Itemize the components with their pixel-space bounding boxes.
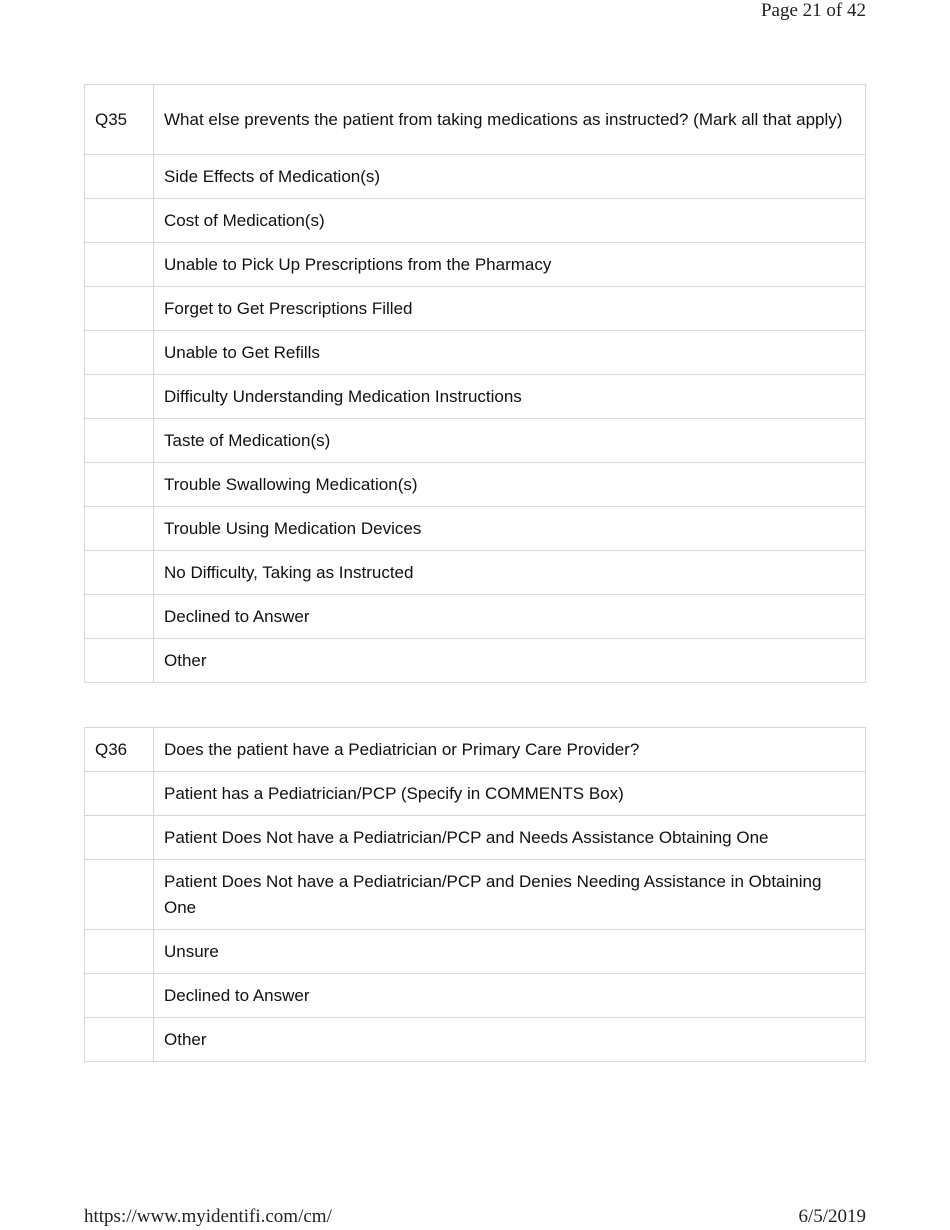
question-text: Does the patient have a Pediatrician or Primary Care Provider? — [154, 728, 866, 772]
option-number-cell — [85, 595, 154, 639]
option-number-cell — [85, 772, 154, 816]
option-number-cell — [85, 930, 154, 974]
question-row — [85, 728, 866, 772]
option-text: Other — [154, 1018, 866, 1062]
question-text: What else prevents the patient from taking medications as instructed? (Mark all that apply) — [154, 85, 866, 155]
option-row — [85, 419, 866, 463]
question-number: Q35 — [85, 85, 154, 155]
option-text: Difficulty Understanding Medication Instructions — [154, 375, 866, 419]
option-text: Unable to Pick Up Prescriptions from the Pharmacy — [154, 243, 866, 287]
footer-date: 6/5/2019 — [798, 1206, 866, 1227]
option-number-cell — [85, 463, 154, 507]
option-number-cell — [85, 639, 154, 683]
option-row — [85, 287, 866, 331]
option-row — [85, 551, 866, 595]
option-text: Declined to Answer — [154, 974, 866, 1018]
option-row — [85, 463, 866, 507]
option-row — [85, 375, 866, 419]
option-text: Trouble Using Medication Devices — [154, 507, 866, 551]
option-number-cell — [85, 1018, 154, 1062]
option-number-cell — [85, 155, 154, 199]
option-row — [85, 199, 866, 243]
option-number-cell — [85, 243, 154, 287]
option-number-cell — [85, 287, 154, 331]
option-text: Patient Does Not have a Pediatrician/PCP and Denies Needing Assistance in Obtaining One — [154, 860, 866, 930]
option-row — [85, 930, 866, 974]
option-number-cell — [85, 860, 154, 930]
option-number-cell — [85, 507, 154, 551]
option-text: Unable to Get Refills — [154, 331, 866, 375]
option-row — [85, 639, 866, 683]
option-number-cell — [85, 375, 154, 419]
option-number-cell — [85, 551, 154, 595]
option-row — [85, 974, 866, 1018]
option-number-cell — [85, 974, 154, 1018]
option-text: Cost of Medication(s) — [154, 199, 866, 243]
option-row — [85, 595, 866, 639]
option-number-cell — [85, 199, 154, 243]
option-text: Unsure — [154, 930, 866, 974]
question-row — [85, 85, 866, 155]
option-row — [85, 772, 866, 816]
option-row — [85, 816, 866, 860]
option-row — [85, 507, 866, 551]
option-number-cell — [85, 331, 154, 375]
question-number: Q36 — [85, 728, 154, 772]
option-text: Trouble Swallowing Medication(s) — [154, 463, 866, 507]
option-text: Taste of Medication(s) — [154, 419, 866, 463]
footer-url: https://www.myidentifi.com/cm/ — [84, 1206, 332, 1227]
option-text: Side Effects of Medication(s) — [154, 155, 866, 199]
option-text: Other — [154, 639, 866, 683]
question-table-q36 — [84, 727, 866, 1062]
option-number-cell — [85, 816, 154, 860]
option-row — [85, 155, 866, 199]
option-row — [85, 860, 866, 930]
option-text: Patient Does Not have a Pediatrician/PCP and Needs Assistance Obtaining One — [154, 816, 866, 860]
option-text: Patient has a Pediatrician/PCP (Specify in COMMENTS Box) — [154, 772, 866, 816]
option-text: Forget to Get Prescriptions Filled — [154, 287, 866, 331]
option-number-cell — [85, 419, 154, 463]
option-text: No Difficulty, Taking as Instructed — [154, 551, 866, 595]
option-row — [85, 331, 866, 375]
page-number: Page 21 of 42 — [760, 0, 866, 21]
question-table-q35 — [84, 84, 866, 683]
option-text: Declined to Answer — [154, 595, 866, 639]
option-row — [85, 1018, 866, 1062]
option-row — [85, 243, 866, 287]
